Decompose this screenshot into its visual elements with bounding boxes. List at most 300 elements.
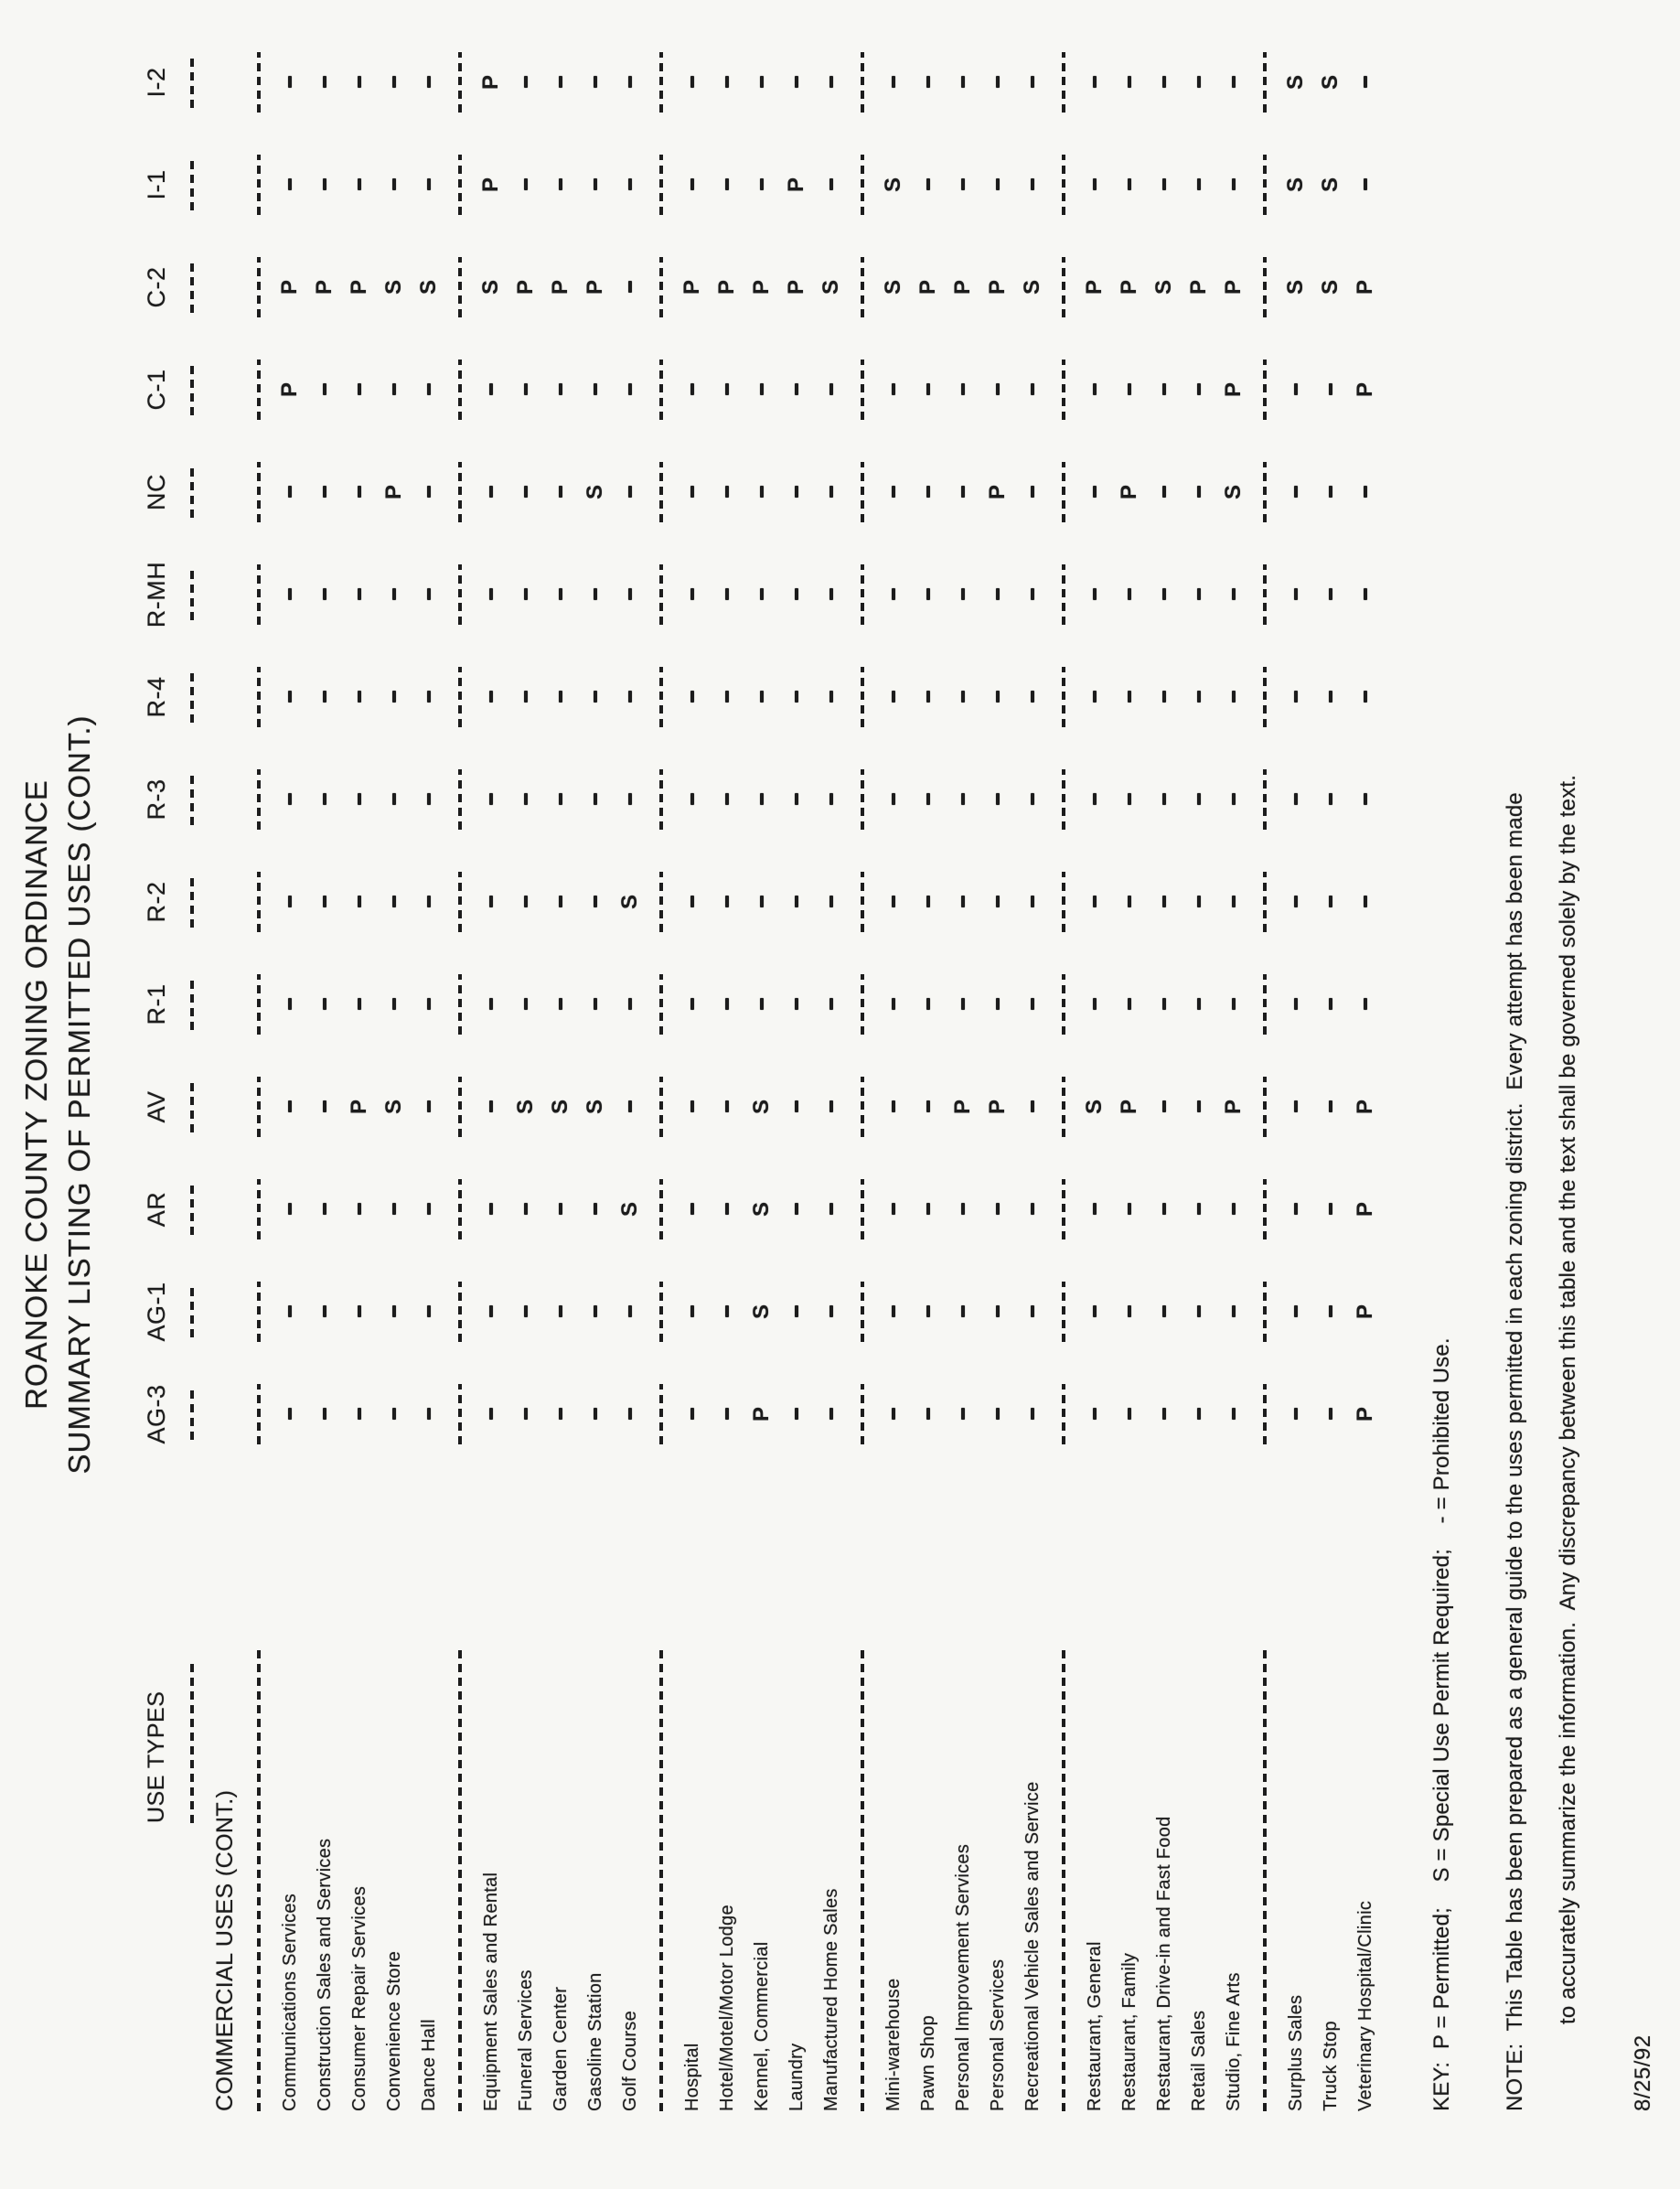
- cell-ag-1: [392, 1261, 396, 1363]
- prohibited-mark: [559, 77, 562, 89]
- prohibited-mark: [594, 384, 597, 396]
- prohibited-mark: [829, 77, 833, 89]
- permitted-mark: P: [1186, 280, 1211, 295]
- cell-c-2: [583, 236, 608, 338]
- cell-c-2: [915, 236, 941, 338]
- separator-cell: [1263, 543, 1267, 646]
- prohibited-mark: [323, 794, 326, 806]
- prohibited-mark: [829, 1204, 833, 1216]
- prohibited-mark: [1329, 1204, 1332, 1216]
- permitted-mark: P: [749, 1407, 774, 1422]
- cell-i-2: [829, 31, 833, 134]
- cell-av: [795, 1056, 798, 1158]
- prohibited-mark: [996, 384, 1000, 396]
- cell-ag-3: [1353, 1363, 1378, 1465]
- cell-ag-1: [628, 1261, 632, 1363]
- prohibited-mark: [1031, 487, 1034, 499]
- permitted-mark: P: [1117, 280, 1141, 295]
- cell-ag-1: [892, 1261, 895, 1363]
- separator-cell: [1062, 236, 1065, 338]
- prohibited-mark: [996, 999, 1000, 1011]
- cell-r-2: [725, 851, 729, 953]
- prohibited-mark: [926, 1101, 930, 1113]
- separator-cell: [458, 1363, 462, 1465]
- cell-r-3: [427, 748, 431, 851]
- separator-cell: [1263, 1261, 1267, 1363]
- cell-ag-3: [749, 1363, 775, 1465]
- district-header-label: R-MH: [142, 561, 170, 628]
- district-header-c-1: [143, 338, 171, 441]
- cell-ag-3: [524, 1363, 528, 1465]
- prohibited-mark: [690, 1204, 694, 1216]
- separator-dash: [1062, 1384, 1065, 1444]
- cell-nc: [1294, 441, 1298, 543]
- prohibited-mark: [628, 589, 632, 601]
- prohibited-mark: [1128, 589, 1131, 601]
- special-use-mark: S: [749, 1304, 774, 1320]
- cell-i-2: [725, 31, 729, 134]
- cell-r-mh: [690, 543, 694, 646]
- separator-cell: [1062, 338, 1065, 441]
- prohibited-mark: [1162, 1306, 1166, 1318]
- use-row: [1015, 31, 1050, 2111]
- prohibited-mark: [725, 692, 729, 703]
- cell-ag-1: [1353, 1261, 1378, 1363]
- prohibited-mark: [795, 794, 798, 806]
- special-use-mark: S: [1318, 280, 1343, 295]
- use-row: [911, 31, 946, 2111]
- cell-ar: [617, 1158, 643, 1261]
- prohibited-mark: [1294, 794, 1298, 806]
- prohibited-mark: [1128, 794, 1131, 806]
- special-use-mark: S: [1151, 280, 1176, 295]
- cell-ar: [1329, 1158, 1332, 1261]
- cell-c-1: [594, 338, 597, 441]
- cell-r-1: [489, 953, 493, 1056]
- permitted-mark: P: [1117, 1100, 1141, 1115]
- separator-cell: [659, 1056, 663, 1158]
- cell-c-2: [1082, 236, 1108, 338]
- use-label: Restaurant, Drive-in and Fast Food: [1153, 1816, 1174, 2111]
- cell-r-3: [489, 748, 493, 851]
- cell-c-1: [760, 338, 764, 441]
- prohibited-mark: [1093, 999, 1097, 1011]
- cell-r-mh: [1031, 543, 1034, 646]
- use-label: Truck Stop: [1320, 2021, 1341, 2111]
- separator-dash: [257, 872, 261, 932]
- separator-cell: [861, 953, 864, 1056]
- use-types-header-cell: [144, 1465, 170, 2111]
- separator-dash: [659, 564, 663, 625]
- cell-ar: [1232, 1158, 1236, 1261]
- prohibited-mark: [524, 179, 528, 191]
- cell-r-4: [1162, 646, 1166, 748]
- cell-r-mh: [795, 543, 798, 646]
- prohibited-mark: [1197, 1409, 1201, 1421]
- prohibited-mark: [559, 896, 562, 908]
- prohibited-mark: [926, 179, 930, 191]
- prohibited-mark: [1031, 589, 1034, 601]
- cell-ar: [358, 1158, 361, 1261]
- separator-cell: [861, 1363, 864, 1465]
- prohibited-mark: [288, 999, 292, 1011]
- cell-ag-3: [795, 1363, 798, 1465]
- cell-av: [690, 1056, 694, 1158]
- separator-dash: [458, 359, 462, 420]
- cell-ar: [690, 1158, 694, 1261]
- cell-i-1: [996, 134, 1000, 236]
- section-heading-cell: [212, 1465, 239, 2111]
- cell-i-2: [1031, 31, 1034, 134]
- cell-ag-1: [427, 1261, 431, 1363]
- prohibited-mark: [489, 1204, 493, 1216]
- cell-i-1: [961, 134, 965, 236]
- cell-c-2: [784, 236, 809, 338]
- separator-dash: [861, 155, 864, 215]
- cell-av: [1329, 1056, 1332, 1158]
- cell-i-1: [358, 134, 361, 236]
- prohibited-mark: [524, 999, 528, 1011]
- district-header-label: R-3: [142, 778, 170, 821]
- separator-dash: [1263, 52, 1267, 113]
- cell-r-1: [1294, 953, 1298, 1056]
- district-header-r-4: [143, 646, 171, 748]
- cell-r-2: [1093, 851, 1097, 953]
- prohibited-mark: [892, 692, 895, 703]
- cell-i-1: [478, 134, 504, 236]
- district-underline-cell: [190, 236, 194, 338]
- use-row: [377, 31, 412, 2111]
- separator-dash: [1062, 872, 1065, 932]
- cell-ag-3: [1128, 1363, 1131, 1465]
- cell-r-2: [996, 851, 1000, 953]
- cell-r-mh: [288, 543, 292, 646]
- cell-ar: [559, 1158, 562, 1261]
- separator-cell: [1062, 1158, 1065, 1261]
- cell-c-2: [1186, 236, 1212, 338]
- prohibited-mark: [1093, 1409, 1097, 1421]
- cell-r-1: [1128, 953, 1131, 1056]
- cell-i-1: [427, 134, 431, 236]
- cell-ar: [1128, 1158, 1131, 1261]
- cell-av: [985, 1056, 1011, 1158]
- cell-c-2: [881, 236, 906, 338]
- permitted-mark: P: [1221, 382, 1246, 398]
- cell-av: [725, 1056, 729, 1158]
- prohibited-mark: [795, 692, 798, 703]
- separator-cell: [1263, 1158, 1267, 1261]
- prohibited-mark: [1162, 179, 1166, 191]
- cell-i-2: [628, 31, 632, 134]
- use-label-cell: [481, 1465, 502, 2111]
- separator-dash: [458, 1077, 462, 1137]
- prohibited-mark: [1232, 77, 1236, 89]
- cell-r-4: [892, 646, 895, 748]
- prohibited-mark: [725, 589, 729, 601]
- prohibited-mark: [725, 1306, 729, 1318]
- separator-cell: [861, 748, 864, 851]
- use-label: Consumer Repair Services: [348, 1885, 369, 2111]
- prohibited-mark: [288, 794, 292, 806]
- prohibited-mark: [594, 589, 597, 601]
- separator-cell: [659, 748, 663, 851]
- separator-dash: [257, 769, 261, 830]
- prohibited-mark: [961, 384, 965, 396]
- prohibited-mark: [795, 1409, 798, 1421]
- use-label-cell: [752, 1465, 773, 2111]
- special-use-mark: S: [583, 1100, 607, 1115]
- prohibited-mark: [1162, 487, 1166, 499]
- prohibited-mark: [1128, 692, 1131, 703]
- prohibited-mark: [1294, 692, 1298, 703]
- use-row: [412, 31, 446, 2111]
- prohibited-mark: [288, 1409, 292, 1421]
- separator-dash: [861, 1179, 864, 1239]
- prohibited-mark: [323, 1306, 326, 1318]
- cell-av: [1197, 1056, 1201, 1158]
- use-label-cell: [585, 1465, 606, 2111]
- separator-cell: [861, 1158, 864, 1261]
- separator-cell: [659, 134, 663, 236]
- separator-long-dash: [861, 1645, 864, 2111]
- separator-cell: [458, 134, 462, 236]
- cell-ag-1: [489, 1261, 493, 1363]
- cell-r-2: [961, 851, 965, 953]
- group-separator-row: [1251, 31, 1279, 2111]
- prohibited-mark: [628, 794, 632, 806]
- separator-dash: [1062, 1077, 1065, 1137]
- permitted-mark: P: [950, 1100, 975, 1115]
- cell-r-1: [559, 953, 562, 1056]
- use-label: Restaurant, Family: [1118, 1952, 1140, 2111]
- cell-av: [1353, 1056, 1378, 1158]
- district-underline-cell: [190, 748, 194, 851]
- separator-cell: [659, 1363, 663, 1465]
- use-row: [1313, 31, 1348, 2111]
- cell-r-3: [690, 748, 694, 851]
- special-use-mark: S: [749, 1202, 774, 1218]
- cell-ag-1: [1329, 1261, 1332, 1363]
- cell-r-mh: [829, 543, 833, 646]
- cell-c-1: [1031, 338, 1034, 441]
- use-label-cell: [349, 1465, 370, 2111]
- prohibited-mark: [594, 794, 597, 806]
- prohibited-mark: [690, 1101, 694, 1113]
- cell-c-2: [381, 236, 407, 338]
- cell-av: [628, 1056, 632, 1158]
- cell-c-1: [358, 338, 361, 441]
- cell-r-2: [617, 851, 643, 953]
- separator-cell: [1062, 543, 1065, 646]
- use-label-cell: [988, 1465, 1009, 2111]
- prohibited-mark: [524, 77, 528, 89]
- prohibited-mark: [996, 179, 1000, 191]
- cell-i-2: [961, 31, 965, 134]
- cell-ag-1: [524, 1261, 528, 1363]
- separator-cell: [257, 134, 261, 236]
- permitted-mark: P: [1082, 280, 1107, 295]
- use-label: Convenience Store: [383, 1950, 404, 2111]
- cell-i-1: [784, 134, 809, 236]
- cell-r-4: [524, 646, 528, 748]
- cell-ag-3: [961, 1363, 965, 1465]
- prohibited-mark: [829, 589, 833, 601]
- key-legend: KEY: P = Permitted; S = Special Use Permit Required; - = Prohibited Use.: [1429, 1337, 1454, 2111]
- prohibited-mark: [725, 896, 729, 908]
- prohibited-mark: [1031, 896, 1034, 908]
- prohibited-mark: [392, 384, 396, 396]
- cell-av: [1294, 1056, 1298, 1158]
- cell-i-1: [926, 134, 930, 236]
- cell-av: [829, 1056, 833, 1158]
- separator-dash: [1263, 667, 1267, 727]
- separator-long-dash: [1062, 1645, 1065, 2111]
- use-label-cell: [717, 1465, 738, 2111]
- separator-cell: [659, 1261, 663, 1363]
- separator-dash: [1263, 1077, 1267, 1137]
- permitted-mark: P: [915, 280, 940, 295]
- cell-c-1: [524, 338, 528, 441]
- cell-c-2: [985, 236, 1011, 338]
- prohibited-mark: [725, 794, 729, 806]
- prohibited-mark: [323, 77, 326, 89]
- prohibited-mark: [288, 896, 292, 908]
- cell-r-1: [961, 953, 965, 1056]
- page-title-line2: SUMMARY LISTING OF PERMITTED USES (CONT.): [62, 714, 96, 1475]
- cell-c-1: [1093, 338, 1097, 441]
- prohibited-mark: [690, 794, 694, 806]
- separator-dash: [1062, 1179, 1065, 1239]
- separator-long-dash: [458, 1645, 462, 2111]
- prohibited-mark: [795, 589, 798, 601]
- prohibited-mark: [358, 1409, 361, 1421]
- permitted-mark: P: [1353, 1407, 1377, 1422]
- cell-r-mh: [489, 543, 493, 646]
- cell-i-1: [323, 134, 326, 236]
- prohibited-mark: [1329, 999, 1332, 1011]
- special-use-mark: S: [381, 280, 406, 295]
- prohibited-mark: [288, 1101, 292, 1113]
- prohibited-mark: [392, 1409, 396, 1421]
- cell-ag-1: [1031, 1261, 1034, 1363]
- prohibited-mark: [725, 999, 729, 1011]
- separator-dash: [257, 1179, 261, 1239]
- cell-ag-3: [392, 1363, 396, 1465]
- prohibited-mark: [1128, 1204, 1131, 1216]
- district-underline: [190, 159, 194, 210]
- prohibited-mark: [1162, 692, 1166, 703]
- cell-nc: [760, 441, 764, 543]
- cell-r-4: [628, 646, 632, 748]
- prohibited-mark: [1232, 794, 1236, 806]
- separator-dash: [1062, 52, 1065, 113]
- cell-i-1: [524, 134, 528, 236]
- prohibited-mark: [690, 999, 694, 1011]
- district-underline-cell: [190, 953, 194, 1056]
- prohibited-mark: [427, 999, 431, 1011]
- cell-r-4: [1128, 646, 1131, 748]
- prohibited-mark: [690, 1306, 694, 1318]
- cell-ag-3: [725, 1363, 729, 1465]
- separator-dash: [1263, 974, 1267, 1035]
- prohibited-mark: [1294, 589, 1298, 601]
- separator-cell: [659, 441, 663, 543]
- prohibited-mark: [1128, 77, 1131, 89]
- special-use-mark: S: [478, 280, 503, 295]
- prohibited-mark: [1093, 179, 1097, 191]
- cell-r-mh: [1232, 543, 1236, 646]
- prohibited-mark: [1128, 1306, 1131, 1318]
- prohibited-mark: [1364, 896, 1367, 908]
- separator-cell: [458, 338, 462, 441]
- separator-dash: [458, 1179, 462, 1239]
- prohibited-mark: [690, 77, 694, 89]
- cell-ag-3: [628, 1363, 632, 1465]
- prohibited-mark: [829, 179, 833, 191]
- prohibited-mark: [489, 589, 493, 601]
- prohibited-mark: [996, 1306, 1000, 1318]
- cell-r-1: [926, 953, 930, 1056]
- cell-ar: [1353, 1158, 1378, 1261]
- prohibited-mark: [795, 896, 798, 908]
- use-row: [273, 31, 307, 2111]
- cell-i-2: [1232, 31, 1236, 134]
- cell-c-2: [347, 236, 372, 338]
- permitted-mark: P: [548, 280, 572, 295]
- use-label-cell: [384, 1465, 405, 2111]
- district-underline: [190, 262, 194, 313]
- special-use-mark: S: [513, 1100, 538, 1115]
- prohibited-mark: [892, 384, 895, 396]
- separator-dash: [1062, 974, 1065, 1035]
- cell-i-2: [760, 31, 764, 134]
- prohibited-mark: [1329, 487, 1332, 499]
- prohibited-mark: [996, 1204, 1000, 1216]
- prohibited-mark: [1031, 1306, 1034, 1318]
- cell-r-4: [829, 646, 833, 748]
- special-use-mark: S: [548, 1100, 572, 1115]
- prohibited-mark: [1364, 999, 1367, 1011]
- prohibited-mark: [1162, 1409, 1166, 1421]
- cell-i-2: [795, 31, 798, 134]
- prohibited-mark: [1162, 896, 1166, 908]
- use-row: [710, 31, 744, 2111]
- cell-av: [1117, 1056, 1142, 1158]
- use-row: [980, 31, 1015, 2111]
- separator-dash: [861, 257, 864, 317]
- cell-c-2: [714, 236, 740, 338]
- prohibited-mark: [892, 896, 895, 908]
- permitted-mark: P: [1221, 280, 1246, 295]
- cell-ar: [1197, 1158, 1201, 1261]
- prohibited-mark: [725, 1204, 729, 1216]
- prohibited-mark: [594, 1409, 597, 1421]
- separator-dash: [861, 769, 864, 830]
- separator-dash: [861, 1384, 864, 1444]
- cell-ar: [392, 1158, 396, 1261]
- separator-cell: [257, 646, 261, 748]
- use-label: Veterinary Hospital/Clinic: [1354, 1900, 1375, 2111]
- district-header-r-3: [143, 748, 171, 851]
- cell-r-3: [1128, 748, 1131, 851]
- cell-c-1: [926, 338, 930, 441]
- prohibited-mark: [358, 1306, 361, 1318]
- district-underline: [190, 1081, 194, 1132]
- prohibited-mark: [1294, 896, 1298, 908]
- prohibited-mark: [489, 384, 493, 396]
- separator-long-dash: [1263, 1645, 1267, 2111]
- separator-cell: [458, 748, 462, 851]
